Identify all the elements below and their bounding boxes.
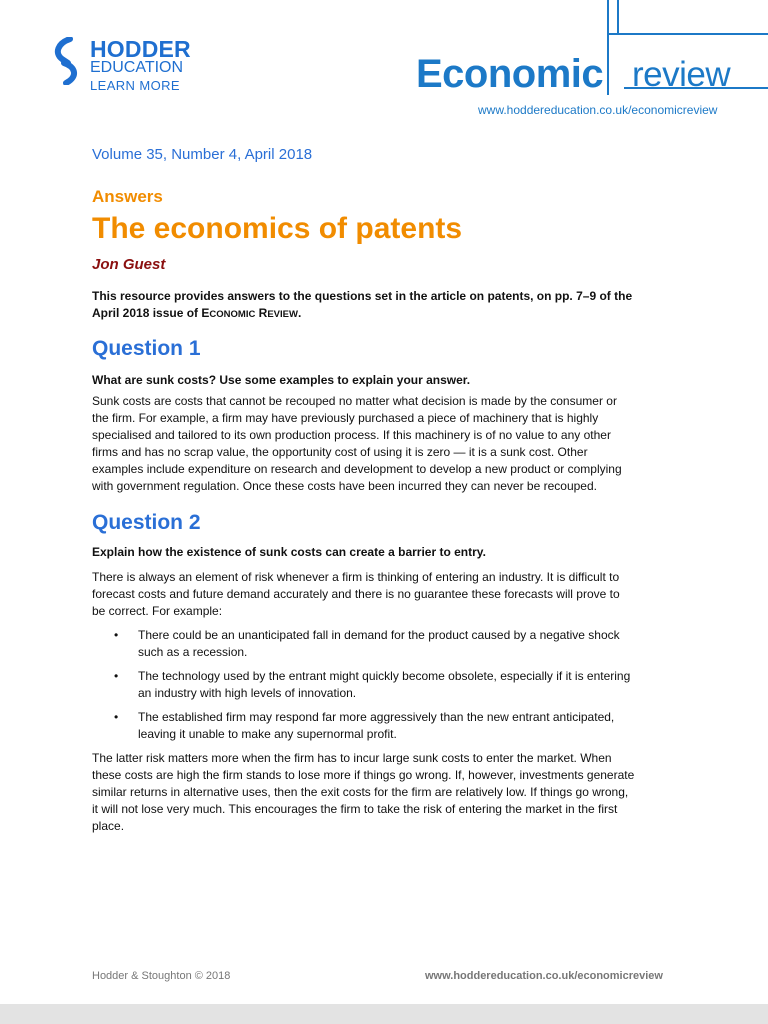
bullet-marker: • [114,710,119,724]
answer-line: it will not lose very much. This encourages the firm to take the risk of entering the market in the first [92,802,618,816]
intro-suffix: . [297,306,302,320]
bullet-line: The established firm may respond far more aggressively than the new entrant anticipated, [138,710,615,724]
answer-line: forecast costs and future demand accurately and there is no guarantee these forecasts will prove to [92,587,620,601]
intro-prefix: April 2018 issue of [92,306,202,320]
answer-line: similar returns in alternative uses, then the exit costs for the firm are relatively low. If things go wrong, [92,785,629,799]
magazine-logo-review: review [632,55,731,94]
volume-info: Volume 35, Number 4, April 2018 [92,146,313,163]
er-smallcaps-conomic: CONOMIC [209,309,256,320]
answer-line: firms and has no scrap value, the opportunity cost of using it is zero — it is a sunk cost. Other [92,445,588,459]
bullet-line: There could be an unanticipated fall in demand for the product caused by a negative shock [138,628,620,642]
question-2-conclusion [92,750,692,835]
header-url-link[interactable]: www.hoddereducation.co.uk/economicreview [478,103,718,117]
answer-line: the firm. For example, a firm may have previously purchased a piece of machinery that is highly [92,411,599,425]
question-1-heading: Question 1 [92,337,201,360]
intro-line-1: This resource provides answers to the questions set in the article on patents, on pp. 7–9 of the [92,289,633,303]
bullet-line: an industry with high levels of innovation. [138,686,357,700]
question-1-answer [92,393,692,495]
author-name: Jon Guest [92,256,166,273]
publisher-name: HODDER [90,36,191,62]
question-2-heading: Question 2 [92,511,201,534]
answer-line: these costs are high the firm stands to lose more if things go wrong. If, however, investments generate [92,768,635,782]
hodder-swirl-logo-icon [50,37,84,85]
answer-line: Sunk costs are costs that cannot be recouped no matter what decision is made by the consumer or [92,394,617,408]
page-title: The economics of patents [92,212,463,245]
er-initial-r: R [255,306,268,320]
bullet-marker: • [114,628,119,642]
answer-line: with government regulation. Once these costs have been incurred they can never be recouped. [92,479,597,493]
answer-line: There is always an element of risk whenever a firm is thinking of entering an industry. It is difficult to [92,570,620,584]
intro-line-2 [92,305,692,323]
page-bottom-bar [0,1004,768,1024]
bullet-item [138,668,688,702]
section-label: Answers [92,187,163,206]
footer-url-link[interactable]: www.hoddereducation.co.uk/economicreview [425,970,663,982]
question-2-prompt: Explain how the existence of sunk costs can create a barrier to entry. [92,545,486,559]
question-1-prompt: What are sunk costs? Use some examples to explain your answer. [92,373,471,387]
intro-paragraph [92,288,692,323]
answer-line: The latter risk matters more when the firm has to incur large sunk costs to enter the market. When [92,751,612,765]
er-initial-e: E [201,306,210,320]
publisher-tagline: LEARN MORE [90,78,180,93]
bullet-line: such as a recession. [138,645,248,659]
magazine-logo-economic: Economic [416,52,604,96]
answer-line: examples include expenditure on research and development to develop a new product or complying [92,462,622,476]
question-2-intro [92,569,692,620]
answer-line: be correct. For example: [92,604,223,618]
bullet-line: The technology used by the entrant might quickly become obsolete, especially if it is entering [138,669,631,683]
bullet-item [138,709,688,743]
answer-line: place. [92,819,125,833]
footer-copyright: Hodder & Stoughton © 2018 [92,970,231,982]
er-smallcaps-eview: EVIEW [267,309,298,320]
bullet-marker: • [114,669,119,683]
answer-line: specialised and tailored to its own production process. If this machinery is of no value to any other [92,428,611,442]
bullet-item [138,627,688,661]
publisher-subname: EDUCATION [90,59,184,76]
bullet-line: leaving it unable to make any supernormal profit. [138,727,397,741]
